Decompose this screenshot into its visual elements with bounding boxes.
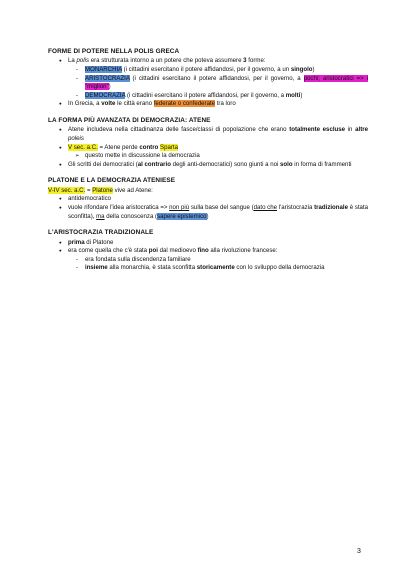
bold-text: tradizionale xyxy=(314,203,348,211)
text: alla monarchia, è stata sconfitta xyxy=(107,264,197,272)
section-forme-di-potere xyxy=(48,48,368,109)
text: = Atene perde xyxy=(97,143,140,151)
text: era strutturata intorno a un potere che poteva assumere xyxy=(89,57,244,65)
text: è stata sconfitta), xyxy=(68,203,368,220)
bold-text: al contrario xyxy=(137,160,171,168)
text: le città erano xyxy=(115,100,154,108)
bullet-list xyxy=(48,126,368,169)
list-item xyxy=(48,161,368,170)
list-subitem xyxy=(48,256,368,265)
list-subitem xyxy=(48,66,368,75)
text: degli anti-democratici) sono giunti a noi xyxy=(170,160,281,168)
list-subitem xyxy=(48,92,368,101)
bold-text: singolo xyxy=(290,66,313,73)
text: ) xyxy=(312,66,315,73)
section-title: FORME DI POTERE NELLA POLIS GRECA xyxy=(48,48,180,55)
text: della conoscenza ( xyxy=(104,212,158,220)
list-item xyxy=(48,144,368,153)
bullet-list xyxy=(48,239,368,273)
bullet-list xyxy=(48,57,368,109)
section-title: PLATONE E LA DEMOCRAZIA ATENIESE xyxy=(48,177,176,185)
list-item xyxy=(48,247,368,256)
text: ) xyxy=(206,212,209,220)
underline-text: dato che xyxy=(253,203,278,211)
list-subitem xyxy=(48,264,368,273)
bold-text: contro xyxy=(139,143,159,151)
highlight: Sparta xyxy=(160,143,178,151)
text: antidemocratico xyxy=(68,195,112,203)
list-item xyxy=(48,204,368,221)
section-platone xyxy=(48,177,368,221)
list-item xyxy=(48,195,368,204)
highlight: V-IV sec. a.C. xyxy=(48,186,86,194)
bold-text: solo xyxy=(280,160,293,168)
text: forme: xyxy=(246,57,266,65)
text: l'aristocrazia xyxy=(277,203,315,211)
highlight: MONARCHIA xyxy=(85,66,122,73)
text: (i cittadini esercitano il potere affidandosi, per il governo, a xyxy=(125,91,286,99)
text: di Platone xyxy=(84,238,114,246)
underline-text: ma xyxy=(96,212,105,220)
bold-text: insieme xyxy=(85,264,108,272)
bold-text: altre xyxy=(355,126,368,134)
highlight: V sec. a.C. xyxy=(68,143,98,151)
text: ) xyxy=(300,91,303,99)
section-intro xyxy=(48,187,368,196)
bold-text: storicamente xyxy=(196,264,235,272)
italic-text: polis xyxy=(76,57,90,65)
text: In Grecia, a xyxy=(68,100,102,108)
text: in forma di frammenti xyxy=(292,160,352,168)
highlight: federate o confederate xyxy=(153,100,216,108)
highlight: ARISTOCRAZIA xyxy=(85,74,130,82)
text: Atene includeva nella cittadinanza delle fasce/classi di popolazione che erano xyxy=(68,126,290,134)
bullet-list xyxy=(48,195,368,221)
text: vuole rifondare l'idea aristocratica => xyxy=(68,203,170,211)
text: dal medioevo xyxy=(157,247,198,255)
highlight: Platone xyxy=(92,186,113,194)
page-content xyxy=(48,48,368,281)
text: = xyxy=(85,186,93,194)
text: era come quella che c'è stata xyxy=(68,247,149,255)
highlight: DEMOCRAZIA xyxy=(85,91,126,99)
section-aristocrazia-tradizionale xyxy=(48,229,368,273)
text: alla rivoluzione francese: xyxy=(208,247,278,255)
list-item xyxy=(48,100,368,109)
bold-text: molti xyxy=(285,91,301,99)
list-item xyxy=(48,239,368,248)
text: ) xyxy=(108,83,111,91)
list-subitem xyxy=(48,75,368,92)
bold-text: totalmente escluse xyxy=(289,126,346,134)
section-title: LA FORMA PIÙ AVANZATA DI DEMOCRAZIA: ATENE xyxy=(48,116,211,124)
bold-text: poi xyxy=(148,247,158,255)
text: tra loro xyxy=(215,100,236,108)
text: Gli scritti dei democratici ( xyxy=(68,160,138,168)
text: era fondata sulla discendenza familiare xyxy=(85,255,191,263)
text: questo mette in discussione la democrazia xyxy=(85,152,200,160)
list-item xyxy=(48,126,368,143)
text: sulla base del sangue ( xyxy=(189,203,254,211)
bold-text: prima xyxy=(68,238,85,246)
section-title: L'ARISTOCRAZIA TRADIZIONALE xyxy=(48,229,154,237)
text: vive ad Atene: xyxy=(112,186,153,194)
list-subitem xyxy=(48,152,368,161)
underline-text: non più xyxy=(169,203,190,211)
bold-text: fino xyxy=(197,247,209,255)
bold-text: volte xyxy=(101,100,116,108)
text: con lo sviluppo della democrazia xyxy=(234,264,325,272)
italic-text: poleis xyxy=(68,134,84,142)
text: La xyxy=(68,57,77,65)
highlight: sapere epistemico xyxy=(157,212,207,220)
text: in xyxy=(345,126,356,134)
page-number: 3 xyxy=(357,548,361,555)
text: (i cittadini esercitano il potere affidandosi, per il governo, a xyxy=(129,74,301,82)
section-atene xyxy=(48,117,368,169)
bold-text: 3 xyxy=(243,57,247,65)
text: (i cittadini esercitano il potere affidandosi, per il governo, a un xyxy=(121,66,291,73)
list-item xyxy=(48,57,368,66)
highlight: pochi; aristocratici => i "migliori" xyxy=(85,74,368,91)
